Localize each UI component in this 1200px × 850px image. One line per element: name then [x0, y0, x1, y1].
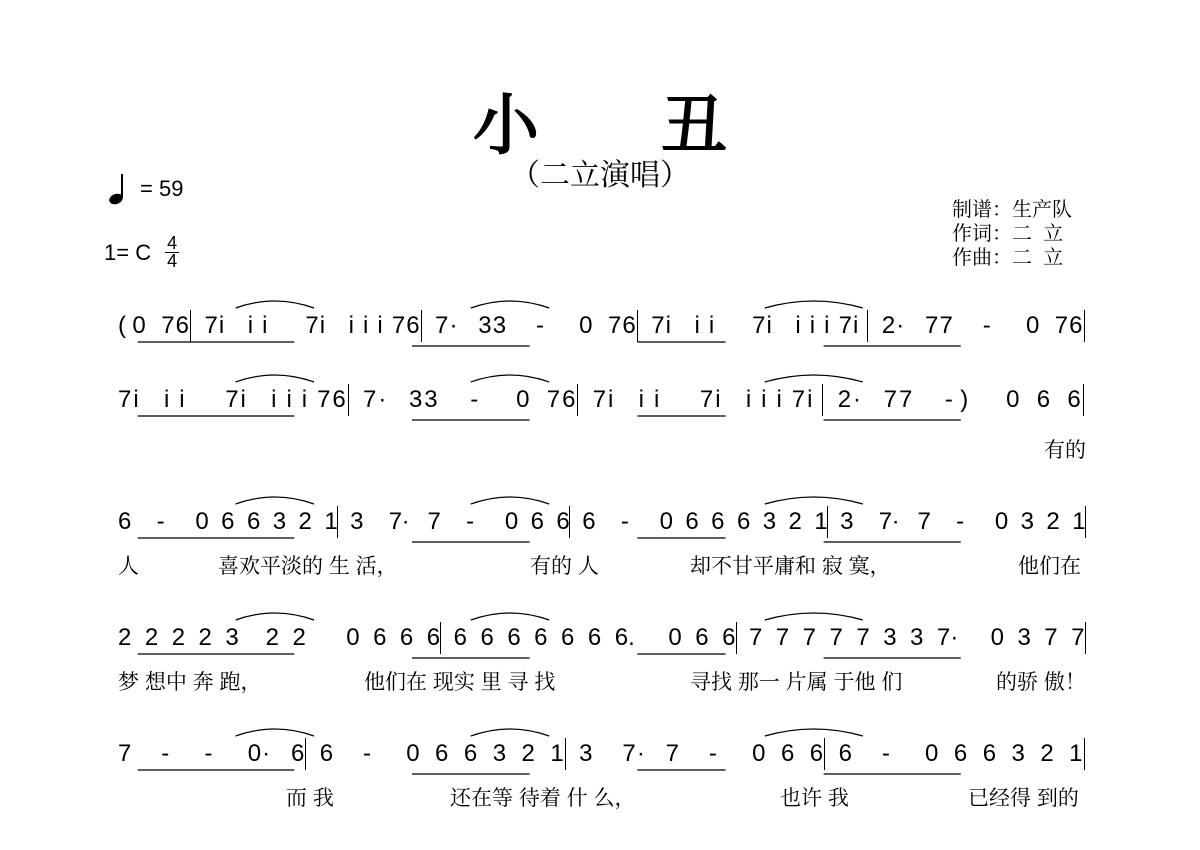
- slur-arc: [471, 729, 549, 736]
- note-glyph: 6: [722, 624, 736, 651]
- note-glyph: -: [156, 508, 165, 535]
- slur-arc: [236, 613, 314, 620]
- note-glyph: 0: [346, 624, 360, 651]
- note-glyph: 7: [388, 508, 403, 535]
- slur-arc: [236, 729, 314, 736]
- note-glyph: 2: [1040, 740, 1054, 767]
- note-glyph: 7: [204, 312, 218, 339]
- note-glyph: ·: [896, 312, 905, 339]
- note-glyph: 7: [1071, 624, 1085, 651]
- note-glyph: 0: [990, 624, 1004, 651]
- note-glyph: ·: [262, 740, 271, 767]
- note-glyph: 7: [802, 624, 817, 651]
- note-glyph: 7: [936, 624, 951, 651]
- note-glyph: 0: [132, 312, 146, 339]
- note-glyph: 6: [332, 386, 346, 413]
- slur-arc: [236, 301, 314, 308]
- note-glyph: 3: [1020, 508, 1034, 535]
- note-glyph: 2: [788, 508, 802, 535]
- note-glyph: -: [204, 740, 213, 767]
- note-glyph: 6: [507, 624, 521, 651]
- note-glyph: -: [466, 508, 475, 535]
- note-glyph: 3: [492, 740, 507, 767]
- lyric-text: 有的: [1044, 439, 1086, 462]
- note-glyph: 6: [582, 508, 596, 535]
- note-glyph: 7: [838, 312, 852, 339]
- note-glyph: i: [745, 386, 752, 413]
- slur-arc: [765, 613, 863, 620]
- note-glyph: i: [271, 386, 277, 413]
- credit-composer: 作曲：二 立: [952, 247, 1064, 269]
- note-glyph: 7: [118, 386, 132, 413]
- slur-arc: [236, 375, 314, 382]
- slur-arc: [765, 375, 863, 382]
- note-glyph: i: [665, 312, 671, 339]
- note-glyph: 0: [752, 740, 766, 767]
- note-glyph: 2: [292, 624, 306, 651]
- note-glyph: i: [853, 312, 859, 339]
- note-glyph: 6: [435, 740, 449, 767]
- lyric-text: 还在等 待着 什 么，: [450, 787, 636, 810]
- note-glyph: 3: [478, 312, 492, 339]
- note-glyph: 1: [1069, 740, 1083, 767]
- note-glyph: 6: [711, 508, 725, 535]
- note-glyph: 0: [406, 740, 420, 767]
- note-glyph: i: [694, 312, 700, 339]
- note-glyph: 6: [406, 312, 420, 339]
- note-glyph: -: [708, 740, 717, 767]
- note-glyph: 7: [317, 386, 331, 413]
- note-glyph: 6: [426, 624, 441, 651]
- note-glyph: i: [218, 312, 225, 339]
- key-label: 1= C: [104, 239, 152, 265]
- note-glyph: 6: [809, 740, 824, 767]
- note-glyph: 6: [534, 624, 548, 651]
- note-glyph: -: [956, 508, 965, 535]
- lyric-text: 他们在 现实 里 寻 找: [364, 671, 556, 694]
- note-glyph: 2: [1046, 508, 1060, 535]
- note-glyph: 3: [840, 508, 854, 535]
- note-glyph: 6: [587, 624, 602, 651]
- time-numerator: 4: [167, 233, 178, 253]
- note-glyph: i: [363, 312, 369, 339]
- note-glyph: 2: [144, 624, 159, 651]
- note-glyph: 3: [910, 624, 924, 651]
- note-glyph: 6: [736, 508, 751, 535]
- note-glyph: i: [824, 312, 830, 339]
- note-glyph: i: [638, 386, 644, 413]
- note-glyph: 7: [391, 312, 406, 339]
- note-glyph: .: [628, 624, 635, 651]
- note-glyph: 7: [699, 386, 714, 413]
- lyric-text: 也许 我: [780, 787, 849, 810]
- note-glyph: 7: [791, 386, 806, 413]
- note-glyph: 6: [556, 508, 570, 535]
- note-glyph: 6: [1036, 386, 1051, 413]
- tempo-value: = 59: [140, 176, 184, 201]
- lyric-text: 却不甘平庸和 寂 寞，: [690, 555, 891, 578]
- note-glyph: i: [809, 312, 816, 339]
- note-glyph: -: [982, 312, 991, 339]
- note-glyph: i: [301, 386, 308, 413]
- note-glyph: 3: [883, 624, 897, 651]
- note-glyph: 6: [530, 508, 544, 535]
- note-glyph: 2: [265, 624, 280, 651]
- note-glyph: 7: [592, 386, 607, 413]
- lyric-text: 他们在: [1018, 555, 1081, 578]
- note-glyph: 2: [521, 740, 535, 767]
- note-glyph: i: [761, 386, 767, 413]
- note-glyph: ·: [378, 386, 387, 413]
- note-glyph: 0: [1006, 386, 1020, 413]
- note-glyph: 7: [118, 740, 132, 767]
- note-glyph: 2: [118, 624, 132, 651]
- note-glyph: 2: [881, 312, 896, 339]
- lyric-text: 已经得 到的: [968, 787, 1079, 810]
- note-glyph: 7: [829, 624, 843, 651]
- note-glyph: 3: [225, 624, 239, 651]
- note-glyph: 6: [221, 508, 235, 535]
- note-glyph: 7: [1044, 624, 1058, 651]
- note-glyph: 7: [925, 312, 939, 339]
- note-glyph: i: [766, 312, 772, 339]
- note-glyph: 6: [982, 740, 997, 767]
- note-glyph: -: [470, 386, 479, 413]
- note-glyph: i: [286, 386, 292, 413]
- note-glyph: 6: [399, 624, 414, 651]
- slur-arc: [471, 375, 549, 382]
- slur-arc: [471, 301, 549, 308]
- note-glyph: 6: [561, 624, 575, 651]
- note-glyph: 6: [562, 386, 576, 413]
- note-glyph: 1: [814, 508, 828, 535]
- song-subtitle: （二立演唱）: [510, 159, 690, 192]
- note-glyph: 7: [939, 312, 953, 339]
- note-glyph: i: [708, 312, 715, 339]
- note-glyph: 1: [550, 740, 564, 767]
- note-glyph: 6: [614, 624, 629, 651]
- note-glyph: 0: [994, 508, 1009, 535]
- note-glyph: 2: [171, 624, 186, 651]
- note-glyph: 3: [408, 386, 423, 413]
- note-glyph: 6: [246, 508, 261, 535]
- note-glyph: -: [881, 740, 890, 767]
- slur-arc: [765, 301, 863, 308]
- note-glyph: 6: [1069, 312, 1083, 339]
- note-glyph: 0: [925, 740, 939, 767]
- note-glyph: i: [179, 386, 185, 413]
- time-denominator: 4: [167, 251, 178, 271]
- note-glyph: -: [161, 740, 170, 767]
- note-glyph: i: [133, 386, 139, 413]
- slur-arc: [471, 497, 549, 504]
- note-glyph: i: [262, 312, 268, 339]
- note-glyph: 7: [161, 312, 175, 339]
- note-glyph: 0: [1025, 312, 1040, 339]
- note-glyph: i: [377, 312, 383, 339]
- note-glyph: 3: [1011, 740, 1025, 767]
- slur-arc: [471, 613, 549, 620]
- note-glyph: 3: [272, 508, 287, 535]
- note-glyph: 7: [608, 312, 622, 339]
- note-glyph: -: [535, 312, 544, 339]
- note-glyph: 0: [668, 624, 682, 651]
- note-glyph: 0: [504, 508, 519, 535]
- note-glyph: 6: [453, 624, 467, 651]
- note-glyph: 3: [424, 386, 438, 413]
- note-glyph: 6: [953, 740, 968, 767]
- lyric-text: 而 我: [286, 787, 334, 810]
- slur-arc: [765, 497, 863, 504]
- note-glyph: 6: [780, 740, 795, 767]
- note-glyph: 2: [198, 624, 212, 651]
- note-glyph: 0: [659, 508, 673, 535]
- note-glyph: 3: [579, 740, 593, 767]
- note-glyph: 2: [837, 386, 852, 413]
- note-glyph: i: [653, 386, 660, 413]
- note-glyph: 2: [298, 508, 312, 535]
- note-glyph: -: [363, 740, 371, 767]
- song-title: 小 丑: [472, 88, 780, 162]
- note-glyph: 7: [622, 740, 636, 767]
- note-glyph: 7: [775, 624, 790, 651]
- note-glyph: 6: [480, 624, 494, 651]
- note-glyph: 3: [762, 508, 777, 535]
- note-glyph: 7: [546, 386, 561, 413]
- lyric-text: 有的 人: [530, 555, 599, 578]
- note-glyph: 6: [1067, 386, 1081, 413]
- note-glyph: i: [247, 312, 254, 339]
- note-glyph: i: [608, 386, 614, 413]
- credit-lyricist: 作词：二 立: [952, 223, 1064, 245]
- note-glyph: 6: [622, 312, 636, 339]
- note-glyph: 0: [516, 386, 530, 413]
- note-glyph: 3: [350, 508, 364, 535]
- note-glyph: ·: [636, 740, 645, 767]
- note-glyph: 6: [290, 740, 305, 767]
- note-glyph: 7: [748, 624, 763, 651]
- note-glyph: 7: [363, 386, 377, 413]
- slur-arc: [236, 497, 314, 504]
- note-glyph: i: [795, 312, 801, 339]
- note-glyph: 6: [838, 740, 852, 767]
- lyric-text: 的骄 傲！: [996, 671, 1086, 694]
- note-glyph: 1: [324, 508, 338, 535]
- note-glyph: 7: [651, 312, 665, 339]
- note-glyph: 7: [917, 508, 931, 535]
- note-glyph: i: [776, 386, 782, 413]
- note-glyph: i: [319, 312, 326, 339]
- note-glyph: ·: [853, 386, 861, 413]
- lyric-text: 人: [118, 555, 139, 578]
- note-glyph: 7: [1054, 312, 1069, 339]
- slur-arc: [765, 729, 863, 736]
- credit-arranger: 制谱：生产队: [952, 199, 1072, 221]
- note-glyph: 1: [1072, 508, 1086, 535]
- note-glyph: (: [118, 312, 126, 339]
- note-glyph: ·: [401, 508, 410, 535]
- note-glyph: 6: [685, 508, 699, 535]
- note-glyph: ·: [449, 312, 458, 339]
- note-glyph: i: [240, 386, 246, 413]
- note-glyph: 7: [898, 386, 913, 413]
- lyric-text: 寻找 那一 片属 于他 们: [690, 671, 903, 694]
- note-glyph: 6: [319, 740, 334, 767]
- note-glyph: i: [715, 386, 721, 413]
- note-glyph: 7: [427, 508, 441, 535]
- note-glyph: ): [960, 386, 969, 413]
- note-glyph: i: [348, 312, 354, 339]
- note-glyph: ·: [891, 508, 900, 535]
- note-glyph: 7: [225, 386, 239, 413]
- note-glyph: -: [944, 386, 953, 413]
- note-glyph: 6: [175, 312, 189, 339]
- note-glyph: -: [620, 508, 629, 535]
- note-glyph: 6: [463, 740, 478, 767]
- note-glyph: 7: [665, 740, 679, 767]
- note-glyph: 0: [195, 508, 209, 535]
- note-glyph: ·: [950, 624, 959, 651]
- note-glyph: 3: [492, 312, 507, 339]
- lyric-text: 喜欢平淡的 生 活，: [218, 555, 398, 578]
- note-glyph: 7: [435, 312, 449, 339]
- note-glyph: 7: [878, 508, 893, 535]
- note-glyph: 0: [247, 740, 262, 767]
- note-glyph: 6: [118, 508, 132, 535]
- note-glyph: 7: [856, 624, 870, 651]
- note-glyph: 7: [305, 312, 319, 339]
- note-glyph: 0: [579, 312, 593, 339]
- lyric-text: 梦 想中 奔 跑，: [118, 671, 262, 694]
- note-glyph: 7: [883, 386, 897, 413]
- note-glyph: 7: [752, 312, 766, 339]
- note-glyph: 6: [695, 624, 709, 651]
- note-glyph: i: [807, 386, 813, 413]
- note-glyph: 3: [1017, 624, 1031, 651]
- note-glyph: i: [163, 386, 170, 413]
- note-glyph: 6: [373, 624, 387, 651]
